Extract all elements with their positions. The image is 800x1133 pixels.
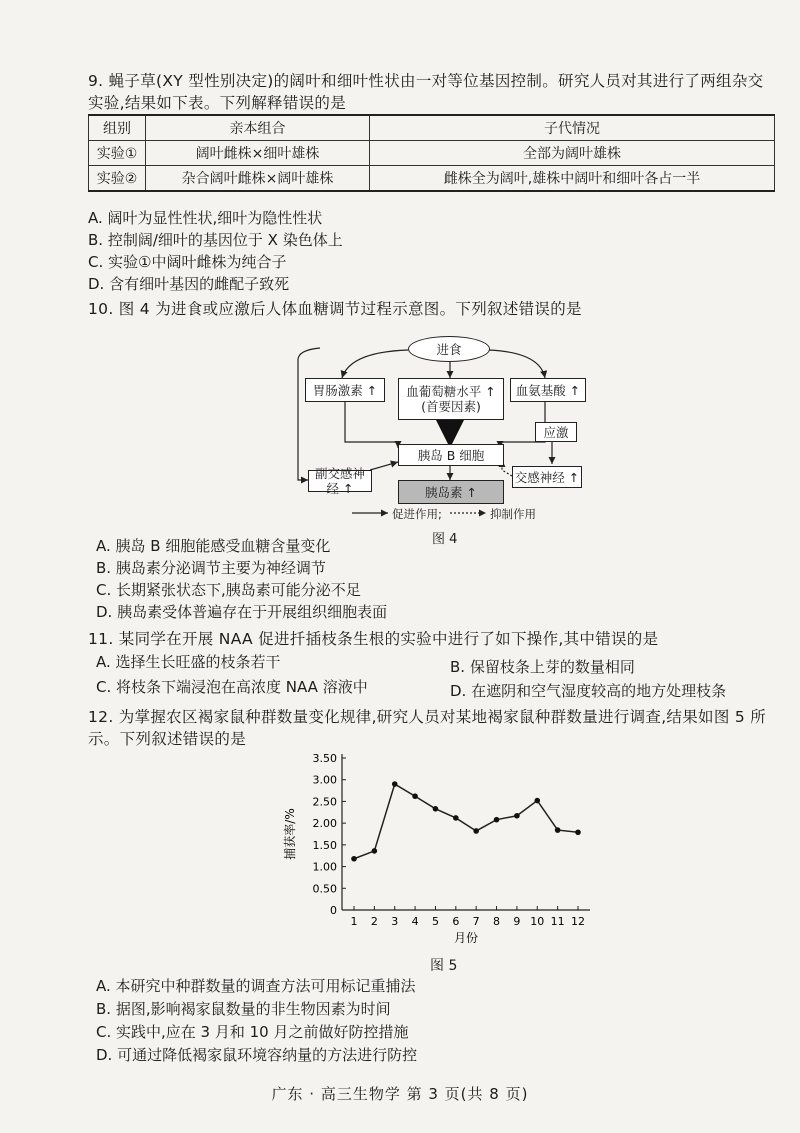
table-cell: 全部为阔叶雄株 xyxy=(370,141,775,166)
x-tick-label: 7 xyxy=(472,915,480,928)
q11-stem: 11. 某同学在开展 NAA 促进扦插枝条生根的实验中进行了如下操作,其中错误的是 xyxy=(88,630,659,648)
y-tick-label: 3.00 xyxy=(312,773,337,787)
table-header: 组别 xyxy=(89,115,146,141)
q10-option-c: C. 长期紧张状态下,胰岛素可能分泌不足 xyxy=(96,581,361,599)
page-footer: 广东 · 高三生物学 第 3 页(共 8 页) xyxy=(271,1085,529,1103)
data-point xyxy=(412,793,418,799)
legend-promote: 促进作用; xyxy=(392,507,442,521)
y-tick-label: 1.00 xyxy=(312,860,337,874)
y-tick-label: 1.50 xyxy=(312,838,337,852)
q11-option-c: C. 将枝条下端浸泡在高浓度 NAA 溶液中 xyxy=(96,678,368,696)
glucose-box xyxy=(398,378,504,420)
data-point xyxy=(494,817,500,823)
table-cell: 实验② xyxy=(89,166,146,192)
data-point xyxy=(514,813,520,819)
y-tick-label: 2.50 xyxy=(312,795,337,809)
q10-option-a: A. 胰岛 B 细胞能感受血糖含量变化 xyxy=(96,537,331,555)
q12-option-b: B. 据图,影响褐家鼠数量的非生物因素为时间 xyxy=(96,1000,391,1018)
x-tick-label: 11 xyxy=(550,915,565,928)
stress-box: 应激 xyxy=(535,422,577,442)
q12-stem-line2: 示。下列叙述错误的是 xyxy=(88,730,247,748)
insulin-box: 胰岛素 ↑ xyxy=(398,480,504,504)
x-tick-label: 2 xyxy=(370,915,378,928)
q9-option-d: D. 含有细叶基因的雌配子致死 xyxy=(88,275,290,293)
data-point xyxy=(575,829,581,835)
q9-option-b: B. 控制阔/细叶的基因位于 X 染色体上 xyxy=(88,231,343,249)
data-point xyxy=(351,856,357,862)
y-tick-label: 3.50 xyxy=(312,752,337,765)
x-tick-label: 8 xyxy=(493,915,501,928)
figure-5-caption: 图 5 xyxy=(430,958,458,974)
y-tick-label: 2.00 xyxy=(312,817,337,831)
figure-4 xyxy=(290,330,610,545)
data-point xyxy=(473,828,479,834)
table-cell: 雌株全为阔叶,雄株中阔叶和细叶各占一半 xyxy=(370,166,775,192)
table-row xyxy=(89,141,775,166)
q11-option-a: A. 选择生长旺盛的枝条若干 xyxy=(96,653,281,671)
table-cell: 杂合阔叶雌株×阔叶雄株 xyxy=(146,166,370,192)
y-axis-label: 捕获率/% xyxy=(283,808,297,860)
q10-stem: 10. 图 4 为进食或应激后人体血糖调节过程示意图。下列叙述错误的是 xyxy=(88,300,582,318)
glucose-sublabel: (首要因素) xyxy=(421,399,481,414)
q9-option-c: C. 实验①中阔叶雌株为纯合子 xyxy=(88,253,287,271)
q11-option-d: D. 在遮阴和空气湿度较高的地方处理枝条 xyxy=(450,682,727,700)
x-tick-label: 9 xyxy=(513,915,521,928)
q11-option-b: B. 保留枝条上芽的数量相同 xyxy=(450,658,635,676)
figure-5-chart xyxy=(280,748,600,948)
data-point xyxy=(555,827,561,833)
x-axis-label: 月份 xyxy=(453,931,479,945)
q12-stem-line1: 12. 为掌握农区褐家鼠种群数量变化规律,研究人员对某地褐家鼠种群数量进行调查,结果如图 5 所 xyxy=(88,708,767,726)
x-tick-label: 3 xyxy=(391,915,399,928)
q12-option-d: D. 可通过降低褐家鼠环境容纳量的方法进行防控 xyxy=(96,1046,418,1064)
x-tick-label: 10 xyxy=(530,915,545,928)
x-tick-label: 12 xyxy=(571,915,585,928)
data-point xyxy=(433,806,439,812)
q9-stem-line2: 实验,结果如下表。下列解释错误的是 xyxy=(88,94,347,112)
sympathetic-box: 交感神经 ↑ xyxy=(512,466,582,488)
table-cell: 实验① xyxy=(89,141,146,166)
amino-acid-box: 血氨基酸 ↑ xyxy=(510,378,586,402)
q12-option-c: C. 实践中,应在 3 月和 10 月之前做好防控措施 xyxy=(96,1023,409,1041)
capture-rate-line xyxy=(354,784,578,859)
x-tick-label: 4 xyxy=(411,915,419,928)
q9-table xyxy=(88,114,775,192)
legend-inhibit: 抑制作用 xyxy=(490,507,536,521)
q12-option-a: A. 本研究中种群数量的调查方法可用标记重捕法 xyxy=(96,977,416,995)
y-tick-label: 0 xyxy=(330,904,337,917)
q10-option-d: D. 胰岛素受体普遍存在于开展组织细胞表面 xyxy=(96,603,388,621)
q10-option-b: B. 胰岛素分泌调节主要为神经调节 xyxy=(96,559,326,577)
table-cell: 阔叶雌株×细叶雄株 xyxy=(146,141,370,166)
data-point xyxy=(372,848,378,854)
figure-4-caption: 图 4 xyxy=(432,532,458,547)
y-tick-label: 0.50 xyxy=(312,882,337,896)
data-point xyxy=(453,815,459,821)
data-point xyxy=(392,781,398,787)
data-point xyxy=(534,798,540,804)
parasympathetic-box: 副交感神经 ↑ xyxy=(308,470,372,492)
eat-node: 进食 xyxy=(408,336,490,362)
table-row xyxy=(89,166,775,192)
beta-cell-box: 胰岛 B 细胞 xyxy=(398,444,504,466)
q9-stem-line1: 9. 蝇子草(XY 型性别决定)的阔叶和细叶性状由一对等位基因控制。研究人员对其进行了两组杂交 xyxy=(88,72,764,90)
x-tick-label: 6 xyxy=(452,915,460,928)
x-tick-label: 1 xyxy=(350,915,358,928)
glucose-label: 血葡萄糖水平 ↑ xyxy=(406,384,496,399)
table-header: 子代情况 xyxy=(370,115,775,141)
x-tick-label: 5 xyxy=(431,915,439,928)
table-header: 亲本组合 xyxy=(146,115,370,141)
q9-option-a: A. 阔叶为显性性状,细叶为隐性性状 xyxy=(88,209,323,227)
gut-hormone-box: 胃肠激素 ↑ xyxy=(305,378,385,402)
